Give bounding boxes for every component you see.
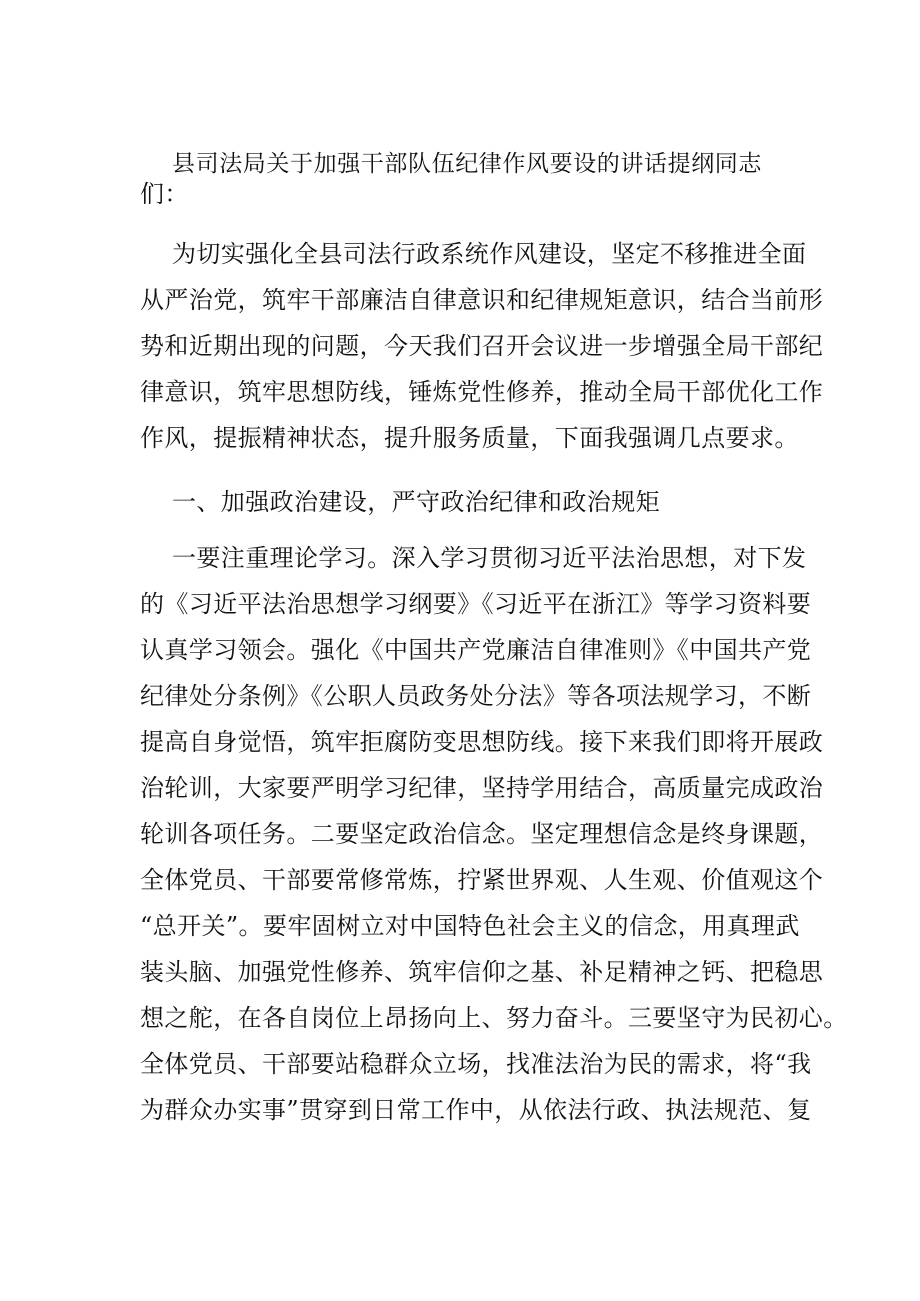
body-paragraph-line: 装头脑、加强党性修养、筑牢信仰之基、补足精神之钙、把稳思 — [140, 958, 824, 986]
body-paragraph-line: 为群众办实事”贯穿到日常工作中，从依法行政、执法规范、复 — [140, 1096, 812, 1124]
body-paragraph-line: 提高自身觉悟，筑牢拒腐防变思想防线。接下来我们即将开展政 — [140, 728, 824, 756]
body-paragraph-line: 全体党员、干部要站稳群众立场，找准法治为民的需求，将“我 — [140, 1050, 812, 1078]
body-paragraph-line: 纪律处分条例》《公职人员政务处分法》等各项法规学习，不断 — [140, 682, 812, 710]
intro-paragraph-line: 作风，提振精神状态，提升服务质量，下面我强调几点要求。 — [140, 424, 799, 452]
intro-paragraph-line: 从严治党，筑牢干部廉洁自律意识和纪律规矩意识，结合当前形 — [140, 286, 824, 314]
intro-paragraph-line: 律意识，筑牢思想防线，锤炼党性修养，推动全局干部优化工作 — [140, 378, 824, 406]
body-paragraph-line: 想之舵，在各自岗位上昂扬向上、努力奋斗。三要坚守为民初心。 — [140, 1004, 848, 1032]
body-paragraph-line: 认真学习领会。强化《中国共产党廉洁自律准则》《中国共产党 — [140, 636, 812, 664]
intro-paragraph-line: 势和近期出现的问题，今天我们召开会议进一步增强全局干部纪 — [140, 332, 824, 360]
section-heading: 一、加强政治建设，严守政治纪律和政治规矩 — [172, 488, 660, 516]
body-paragraph-line: “总开关”。要牢固树立对中国特色社会主义的信念，用真理武 — [140, 912, 800, 940]
intro-paragraph-line: 为切实强化全县司法行政系统作风建设，坚定不移推进全面 — [172, 240, 807, 268]
body-paragraph-line: 轮训各项任务。二要坚定政治信念。坚定理想信念是终身课题， — [140, 820, 824, 848]
document-title: 县司法局关于加强干部队伍纪律作风要设的讲话提纲同志 — [172, 151, 762, 177]
body-paragraph-line: 一要注重理论学习。深入学习贯彻习近平法治思想，对下发 — [172, 544, 807, 572]
body-paragraph-line: 治轮训，大家要严明学习纪律，坚持学用结合，高质量完成政治 — [140, 774, 824, 802]
body-paragraph-line: 的《习近平法治思想学习纲要》《习近平在浙江》等学习资料要 — [140, 590, 812, 618]
salutation-line: 们： — [140, 180, 189, 208]
body-paragraph-line: 全体党员、干部要常修常炼，拧紧世界观、人生观、价值观这个 — [140, 866, 824, 894]
